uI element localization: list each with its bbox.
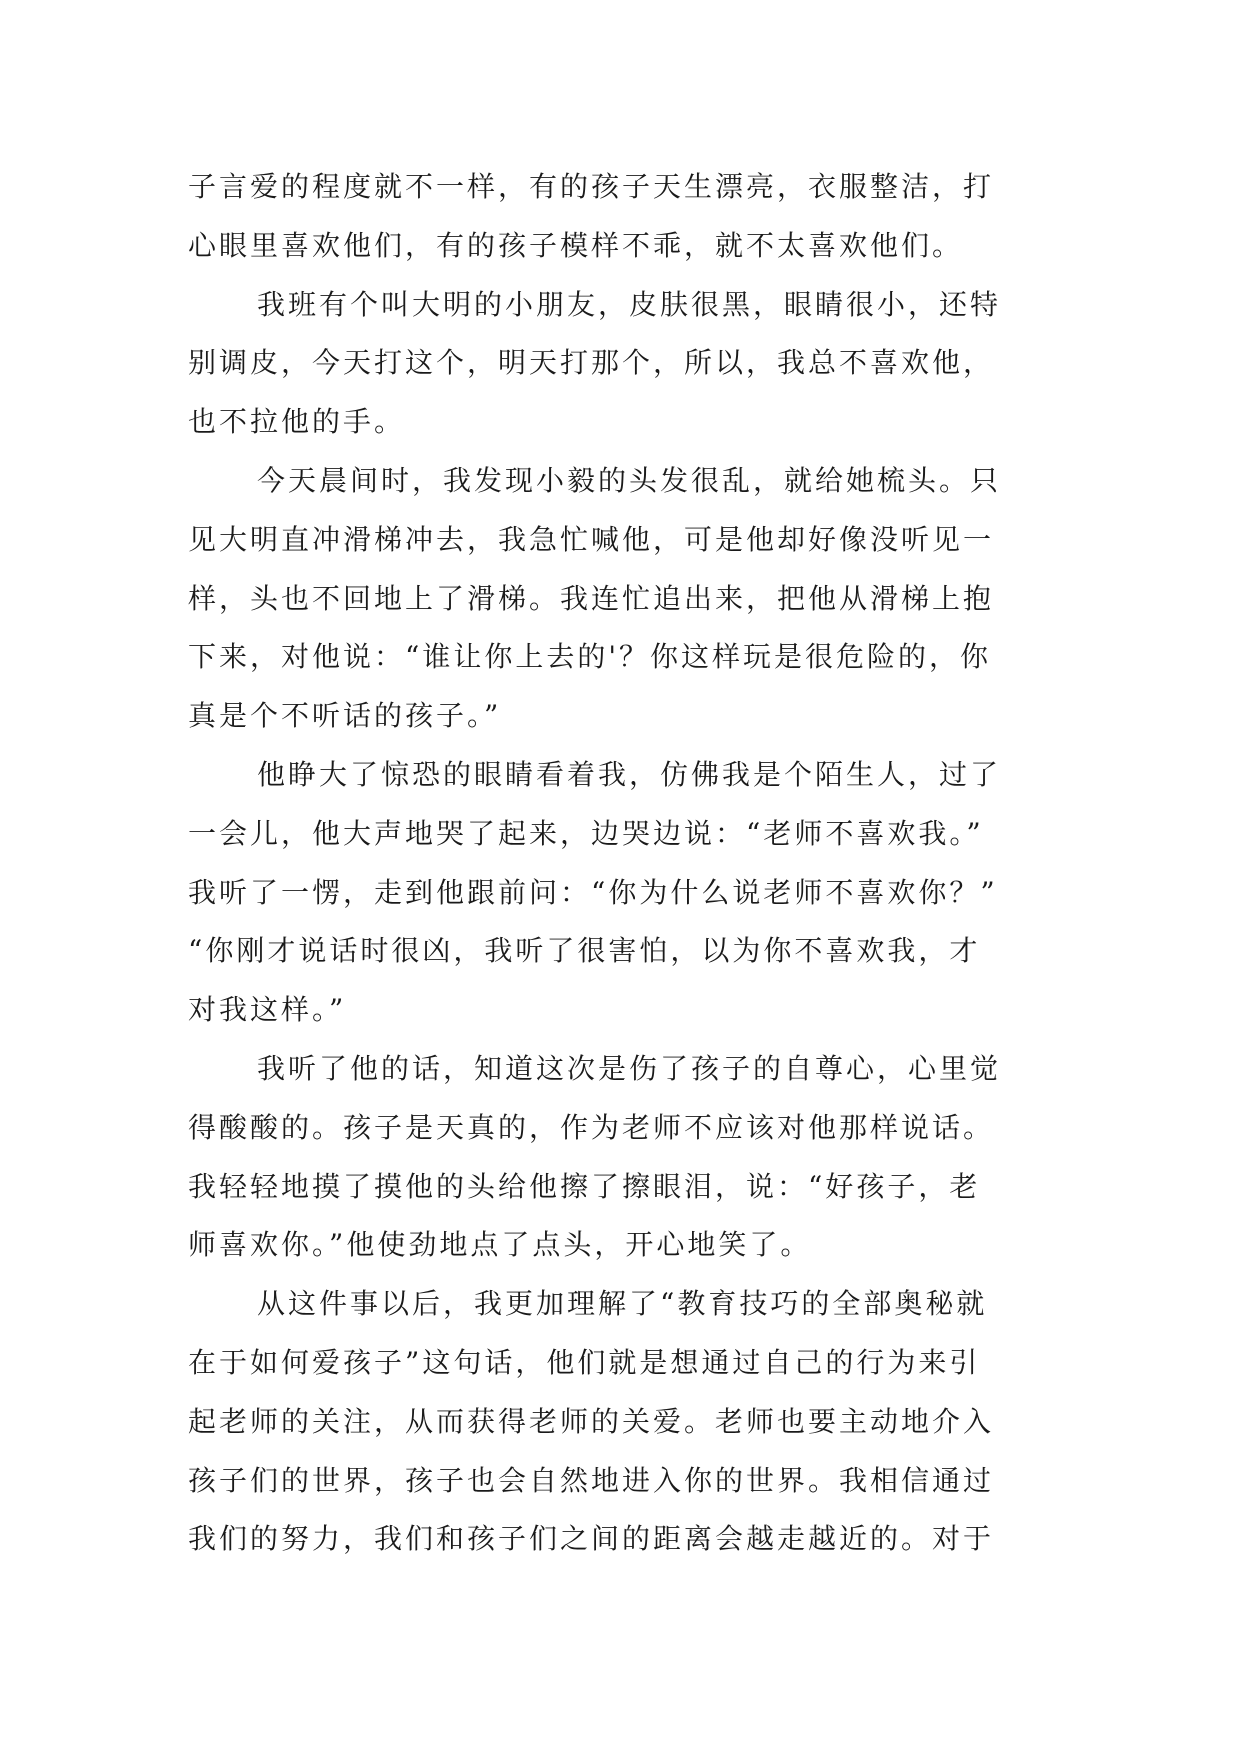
text-line: 见大明直冲滑梯冲去，我急忙喊他，可是他却好像没听见一	[188, 522, 995, 556]
text-line: 子言爱的程度就不一样，有的孩子天生漂亮，衣服整洁，打	[188, 170, 995, 203]
text-line: 心眼里喜欢他们，有的孩子模样不乖，就不太喜欢他们。	[188, 228, 964, 262]
text-line: 别调皮，今天打这个，明天打那个，所以，我总不喜欢他，	[188, 346, 995, 380]
text-line: 我轻轻地摸了摸他的头给他擦了擦眼泪，说：“好孩子，老	[188, 1169, 981, 1203]
text-line: 我们的努力，我们和孩子们之间的距离会越走越近的。对于	[188, 1522, 995, 1556]
text-line: 真是个不听话的孩子。”	[188, 699, 502, 733]
paragraph-start-line: 我听了他的话，知道这次是伤了孩子的自尊心，心里觉	[257, 1051, 1002, 1085]
paragraph-start-line: 从这件事以后，我更加理解了“教育技巧的全部奥秘就	[257, 1287, 988, 1321]
text-line: 下来，对他说：“谁让你上去的'？你这样玩是很危险的，你	[188, 640, 992, 674]
text-line: “你刚才说话时很凶，我听了很害怕，以为你不喜欢我，才	[188, 934, 981, 968]
text-line: 在于如何爱孩子”这句话，他们就是想通过自己的行为来引	[188, 1345, 981, 1379]
text-line: 也不拉他的手。	[188, 405, 406, 439]
text-line: 得酸酸的。孩子是天真的，作为老师不应该对他那样说话。	[188, 1110, 995, 1144]
text-line: 起老师的关注，从而获得老师的关爱。老师也要主动地介入	[188, 1404, 995, 1438]
paragraph-start-line: 我班有个叫大明的小朋友，皮肤很黑，眼睛很小，还特	[257, 287, 1002, 321]
text-line: 孩子们的世界，孩子也会自然地进入你的世界。我相信通过	[188, 1463, 995, 1497]
text-line: 师喜欢你。”他使劲地点了点头，开心地笑了。	[188, 1228, 812, 1262]
text-line: 一会儿，他大声地哭了起来，边哭边说：“老师不喜欢我。”	[188, 816, 984, 850]
paragraph-start-line: 今天晨间时，我发现小毅的头发很乱，就给她梳头。只	[257, 463, 1002, 497]
text-line: 我听了一愣，走到他跟前问：“你为什么说老师不喜欢你？”	[188, 875, 998, 909]
text-line: 样，头也不回地上了滑梯。我连忙追出来，把他从滑梯上抱	[188, 581, 995, 615]
body-text	[188, 158, 1088, 1569]
text-line: 对我这样。”	[188, 993, 347, 1027]
paragraph-start-line: 他睁大了惊恐的眼睛看着我，仿佛我是个陌生人，过了	[257, 757, 1002, 791]
